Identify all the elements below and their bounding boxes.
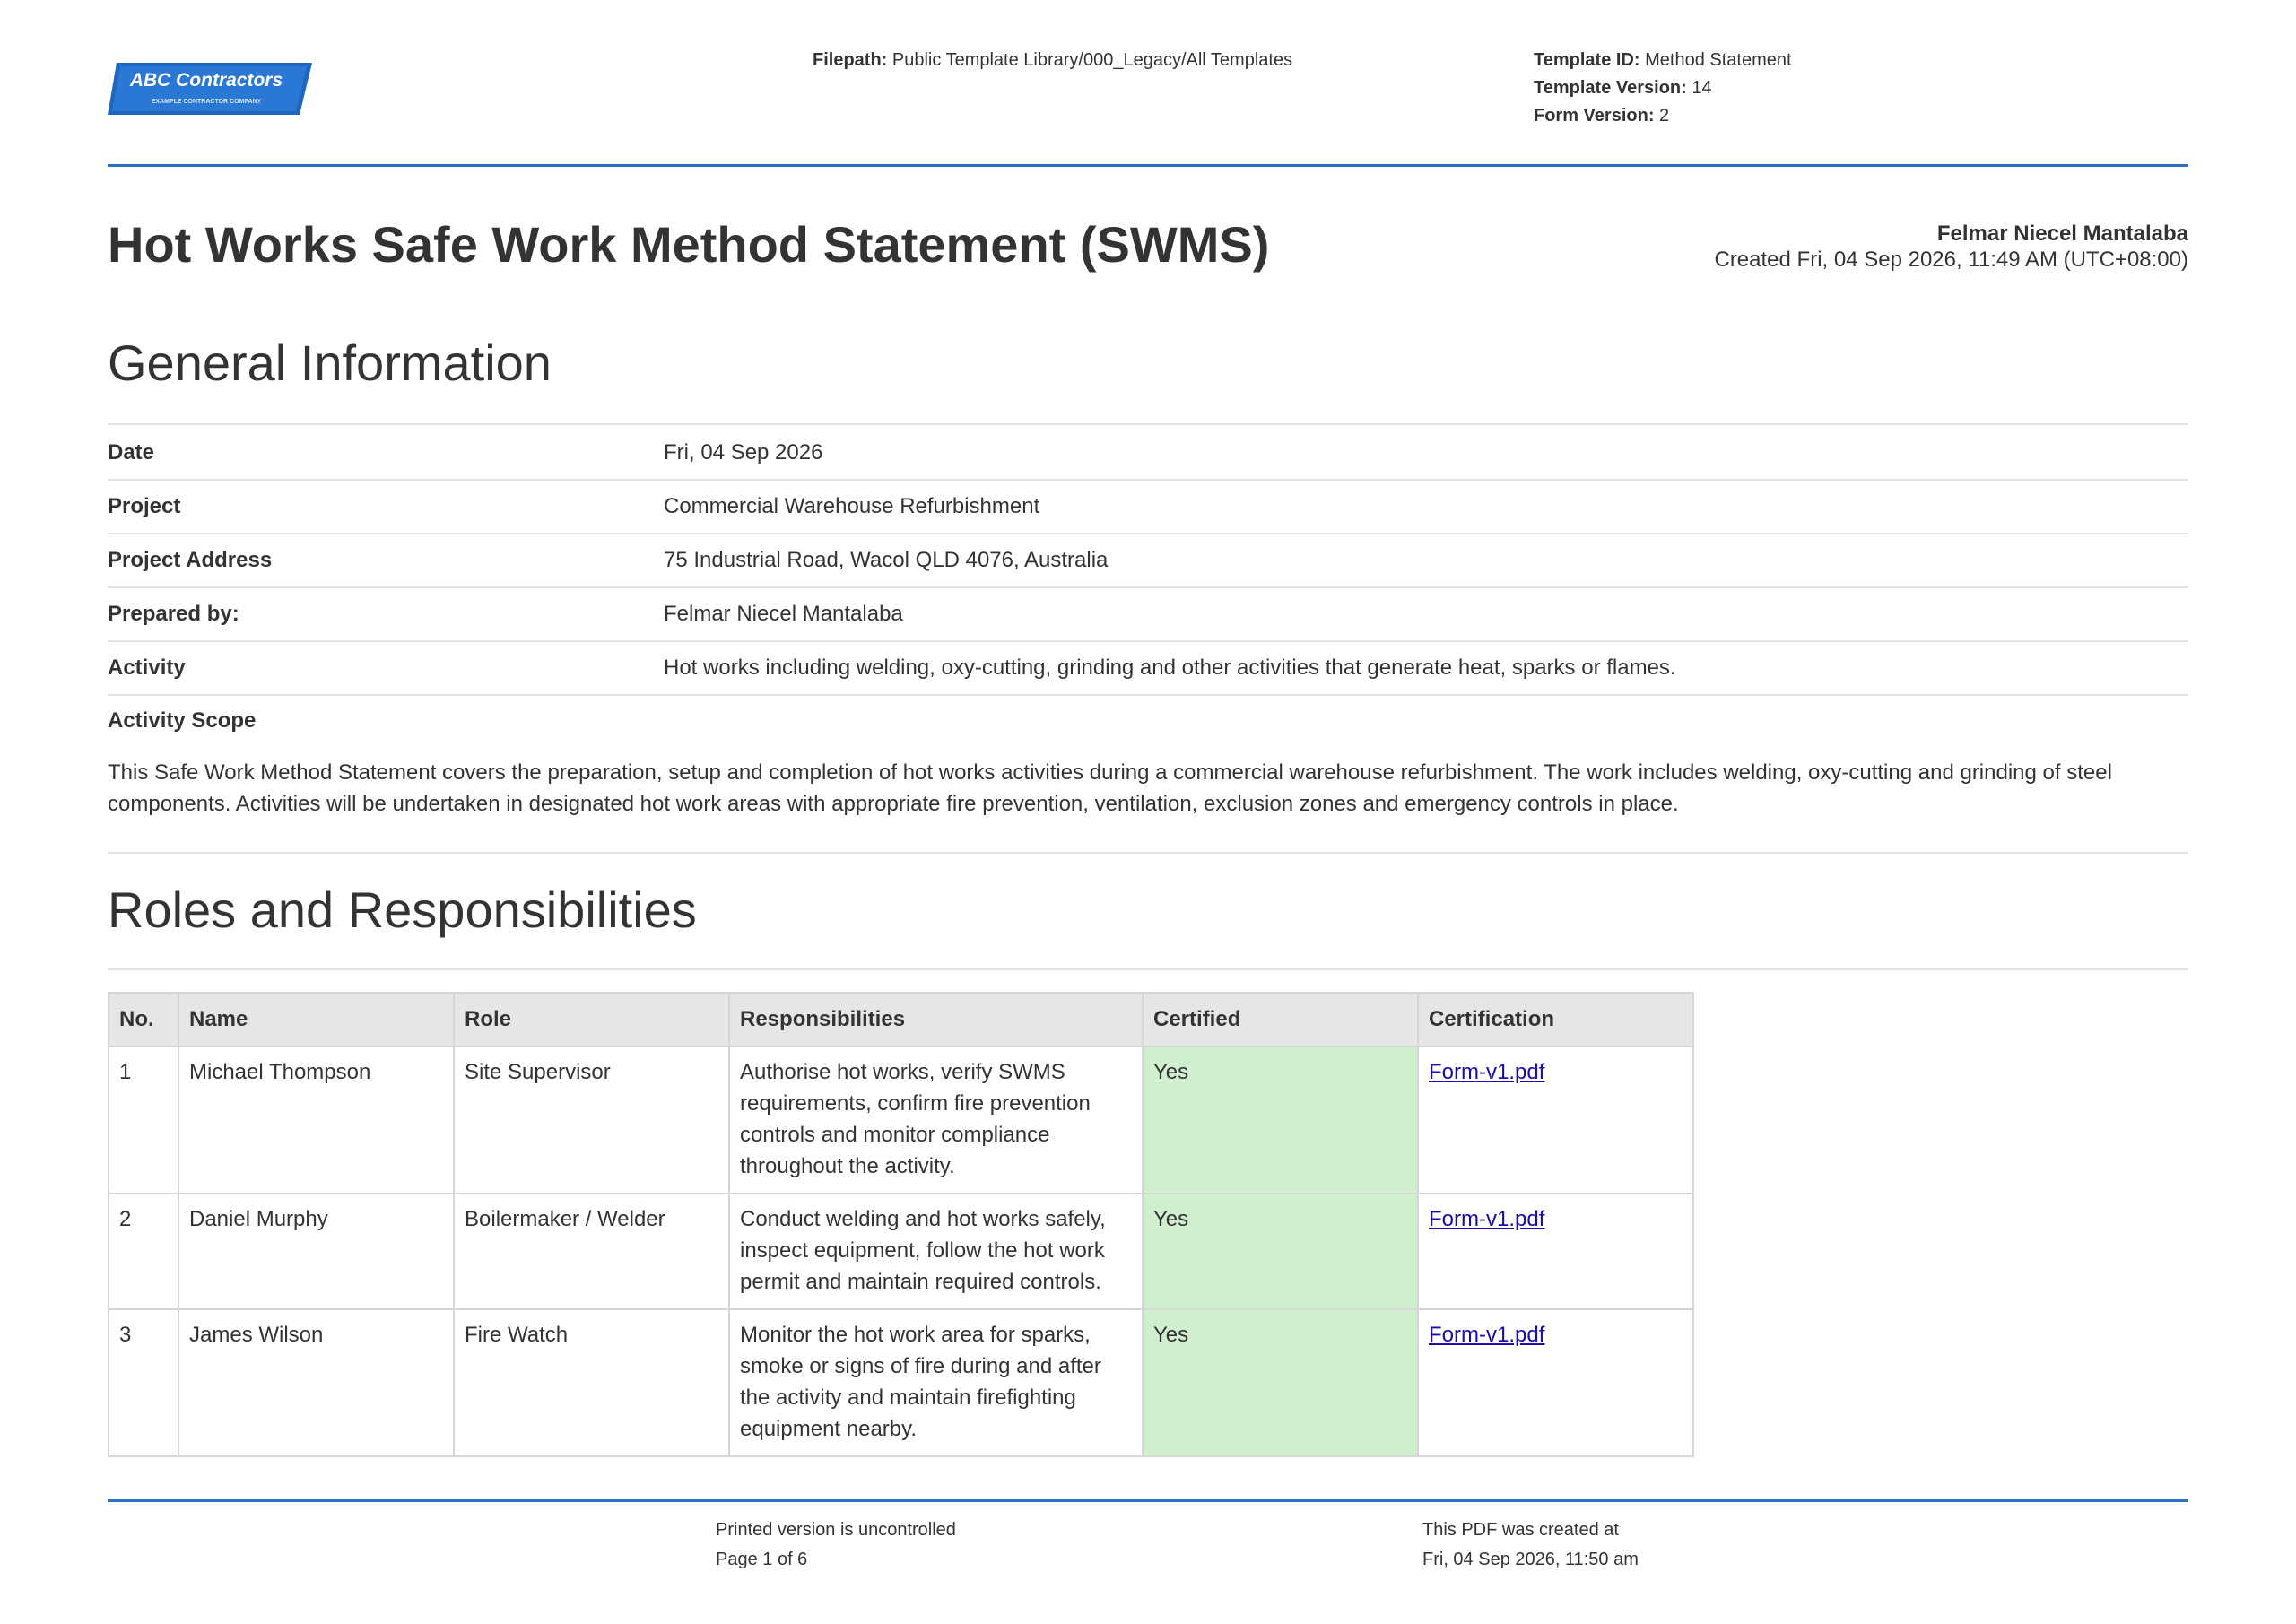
roles-table (108, 992, 1694, 1457)
info-row-prepared-by (108, 586, 2188, 642)
activity-scope-text: This Safe Work Method Statement covers the preparation, setup and completion of hot works activities during a commercial warehouse refurbishment. The work includes welding, oxy-cutting and grinding of steel components. Activities will be undertaken in designated hot work areas with appropriate fire prevention, ventilation, exclusion zones and emergency controls in place. (108, 760, 2112, 816)
column-header-responsibilities: Responsibilities (729, 993, 1143, 1046)
general-information-heading: General Information (108, 334, 552, 391)
info-row-project (108, 479, 2188, 534)
cell-name: James Wilson (178, 1309, 454, 1456)
template-id-value: Method Statement (1645, 50, 1792, 70)
column-header-certification: Certification (1418, 993, 1693, 1046)
cell-certification (1418, 1309, 1693, 1456)
footer-left (716, 1515, 956, 1575)
info-row-project-address (108, 533, 2188, 588)
column-header-no: No. (109, 993, 178, 1046)
info-value: Commercial Warehouse Refurbishment (664, 494, 1040, 518)
info-row-activity (108, 640, 2188, 696)
table-row (109, 1046, 1693, 1194)
info-value: Hot works including welding, oxy-cutting, grinding and other activities that generate heat, sparks or flames. (664, 656, 1676, 680)
author-block (1714, 221, 2188, 273)
cell-no: 2 (109, 1194, 178, 1309)
activity-scope-label: Activity Scope (108, 708, 257, 733)
page-header (108, 0, 2188, 167)
footer-right (1422, 1515, 1639, 1575)
info-value: Felmar Niecel Mantalaba (664, 602, 903, 626)
info-label: Prepared by: (108, 602, 239, 626)
certification-link[interactable]: Form-v1.pdf (1429, 1207, 1545, 1231)
table-header-row (109, 993, 1693, 1046)
template-version-label: Template Version: (1534, 78, 1687, 98)
info-label: Activity (108, 656, 186, 680)
document-title: Hot Works Safe Work Method Statement (SWMS) (108, 216, 1270, 273)
cell-no: 3 (109, 1309, 178, 1456)
svg-text:EXAMPLE CONTRACTOR COMPANY: EXAMPLE CONTRACTOR COMPANY (151, 99, 262, 105)
table-row (109, 1194, 1693, 1309)
pdf-created-value: Fri, 04 Sep 2026, 11:50 am (1422, 1550, 1639, 1569)
page-footer (108, 1499, 2188, 1502)
uncontrolled-notice: Printed version is uncontrolled (716, 1520, 956, 1540)
cell-responsibilities: Monitor the hot work area for sparks, smoke or signs of fire during and after the activity and maintain firefighting equipment nearby. (729, 1309, 1143, 1456)
company-logo (108, 59, 312, 117)
cell-name: Michael Thompson (178, 1046, 454, 1194)
cell-responsibilities: Conduct welding and hot works safely, inspect equipment, follow the hot work permit and maintain required controls. (729, 1194, 1143, 1309)
cell-role: Boilermaker / Welder (454, 1194, 729, 1309)
form-version-label: Form Version: (1534, 106, 1655, 126)
certification-link[interactable]: Form-v1.pdf (1429, 1060, 1545, 1084)
filepath-value: Public Template Library/000_Legacy/All Templates (891, 50, 1293, 70)
cell-role: Site Supervisor (454, 1046, 729, 1194)
certification-link[interactable]: Form-v1.pdf (1429, 1323, 1545, 1347)
cell-no: 1 (109, 1046, 178, 1194)
column-header-name: Name (178, 993, 454, 1046)
info-row-date (108, 425, 2188, 481)
column-header-role: Role (454, 993, 729, 1046)
info-label: Project (108, 494, 181, 518)
divider (108, 968, 2188, 970)
info-label: Date (108, 440, 155, 465)
info-value: 75 Industrial Road, Wacol QLD 4076, Australia (664, 548, 1109, 572)
table-row (109, 1309, 1693, 1456)
cell-responsibilities: Authorise hot works, verify SWMS requirements, confirm fire prevention controls and monitor compliance throughout the activity. (729, 1046, 1143, 1194)
template-version-value: 14 (1692, 78, 1712, 98)
cell-certification (1418, 1046, 1693, 1194)
cell-certified: Yes (1143, 1309, 1418, 1456)
filepath-meta (813, 47, 1292, 74)
info-value: Fri, 04 Sep 2026 (664, 440, 823, 465)
cell-certified: Yes (1143, 1046, 1418, 1194)
info-label: Project Address (108, 548, 273, 572)
divider (108, 852, 2188, 854)
filepath-label: Filepath: (813, 50, 888, 70)
column-header-certified: Certified (1143, 993, 1418, 1046)
template-meta (1534, 47, 1792, 130)
author-name: Felmar Niecel Mantalaba (1936, 221, 2188, 246)
cell-certified: Yes (1143, 1194, 1418, 1309)
template-id-label: Template ID: (1534, 50, 1640, 70)
roles-heading: Roles and Responsibilities (108, 881, 697, 938)
pdf-created-label: This PDF was created at (1422, 1520, 1619, 1540)
svg-text:ABC Contractors: ABC Contractors (129, 70, 283, 91)
cell-name: Daniel Murphy (178, 1194, 454, 1309)
cell-certification (1418, 1194, 1693, 1309)
cell-role: Fire Watch (454, 1309, 729, 1456)
page-number: Page 1 of 6 (716, 1550, 808, 1569)
created-timestamp: Created Fri, 04 Sep 2026, 11:49 AM (UTC+08:00) (1714, 248, 2188, 272)
form-version-value: 2 (1659, 106, 1670, 126)
